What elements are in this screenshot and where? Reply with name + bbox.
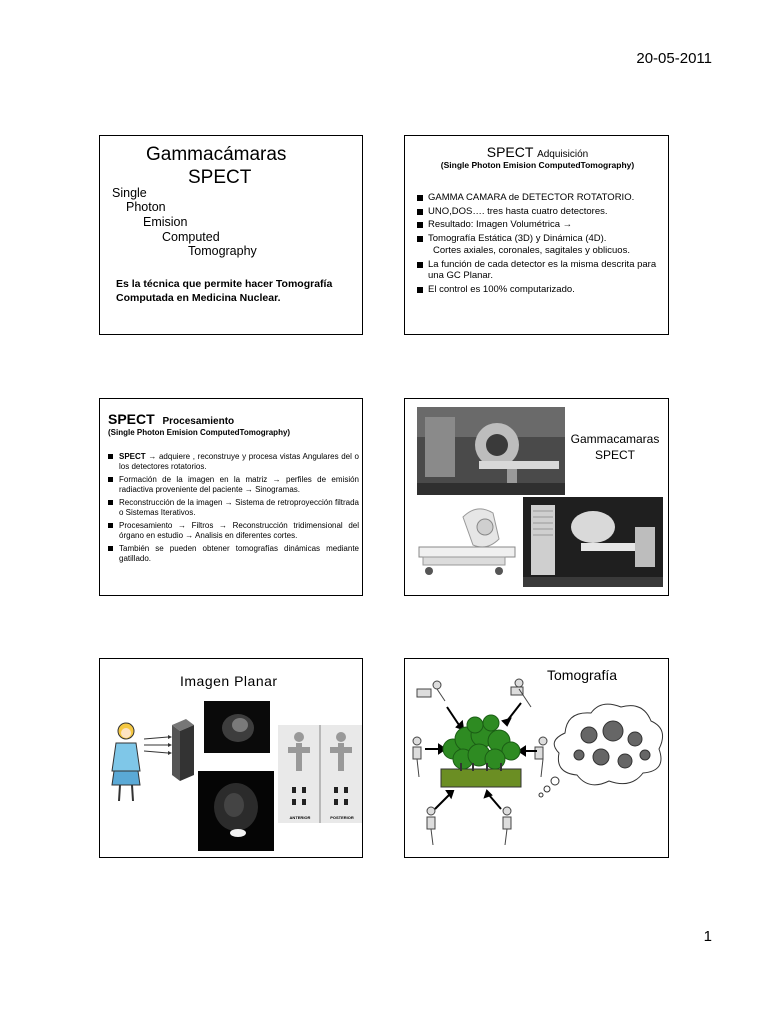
acronym-word: Tomography <box>188 244 257 258</box>
scanner-room-photo <box>417 407 565 495</box>
page-number: 1 <box>703 928 712 945</box>
list-item: Reconstrucción de la imagen → Sistema de retroproyección filtrada o Sistemas Iterativos. <box>108 498 359 518</box>
woman-figure-icon <box>106 721 148 805</box>
list-item: Formación de la imagen en la matriz → perfiles de emisión radiactiva proveniente del paciente → Sinogramas. <box>108 475 359 495</box>
list-item: Tomografía Estática (3D) y Dinámica (4D). <box>417 233 667 245</box>
list-item: Resultado: Imagen Volumétrica → <box>417 219 667 231</box>
slide-title: Tomografía <box>547 667 618 683</box>
page-date: 20-05-2011 <box>636 50 712 67</box>
slide-tomografia <box>404 658 669 858</box>
scan-label-posterior: POSTERIOR <box>330 815 354 820</box>
planar-scan-small <box>204 701 270 753</box>
spect-system-photo <box>523 497 663 587</box>
acronym-word: Emision <box>143 215 188 229</box>
slide-description: Es la técnica que permite hacer Tomografía Computada en Medicina Nuclear. <box>116 278 333 304</box>
slide-gammacamaras-photos <box>404 398 669 596</box>
slide-spect-procesamiento <box>99 398 363 596</box>
list-item: El control es 100% computarizado. <box>417 284 667 296</box>
scan-label-anterior: ANTERIOR <box>289 815 311 820</box>
list-item: SPECT → adquiere , reconstruye y procesa vistas Angulares del o los detectores rotatorios. <box>108 452 359 472</box>
list-item: Procesamiento → Filtros → Reconstrucción tridimensional del órgano en estudio → Analisis en diferentes cortes. <box>108 521 359 541</box>
slide-title-line1: Gammacámaras <box>146 144 287 165</box>
slide-subtitle: (Single Photon Emision ComputedTomography) <box>108 428 291 437</box>
list-item: UNO,DOS…. tres hasta cuatro detectores. <box>417 206 667 218</box>
list-item: GAMMA CAMARA de DETECTOR ROTATORIO. <box>417 192 667 204</box>
slide-title: SPECT Adquisición <box>486 144 589 160</box>
bullet-list <box>417 192 667 297</box>
bullet-list <box>108 452 359 567</box>
slide-title-line2: SPECT <box>188 167 252 188</box>
slide-subtitle: (Single Photon Emision ComputedTomography) <box>440 160 635 170</box>
bone-scan-images <box>278 725 362 823</box>
photos-label: Gammacamaras SPECT <box>570 432 660 462</box>
slide-title: SPECT Procesamiento <box>108 411 235 427</box>
slide-spect-adquisicion <box>404 135 669 335</box>
acronym-word: Photon <box>126 200 166 214</box>
acronym-word: Single <box>112 186 147 200</box>
list-item: Cortes axiales, coronales, sagitales y oblicuos. <box>433 245 630 256</box>
list-item: La función de cada detector es la misma descrita para una GC Planar. <box>417 259 667 282</box>
list-item: También se pueden obtener tomografías dinámicas mediante gatillado. <box>108 544 359 564</box>
tomography-illustration <box>407 677 669 857</box>
planar-scan-large <box>198 771 274 851</box>
gamma-camera-photo <box>413 499 521 581</box>
detector-block-icon <box>168 719 198 781</box>
slide-title: Imagen Planar <box>180 673 278 689</box>
acronym-word: Computed <box>162 230 220 244</box>
slide-imagen-planar <box>99 658 363 858</box>
slide-gammacamaras-spect <box>99 135 363 335</box>
